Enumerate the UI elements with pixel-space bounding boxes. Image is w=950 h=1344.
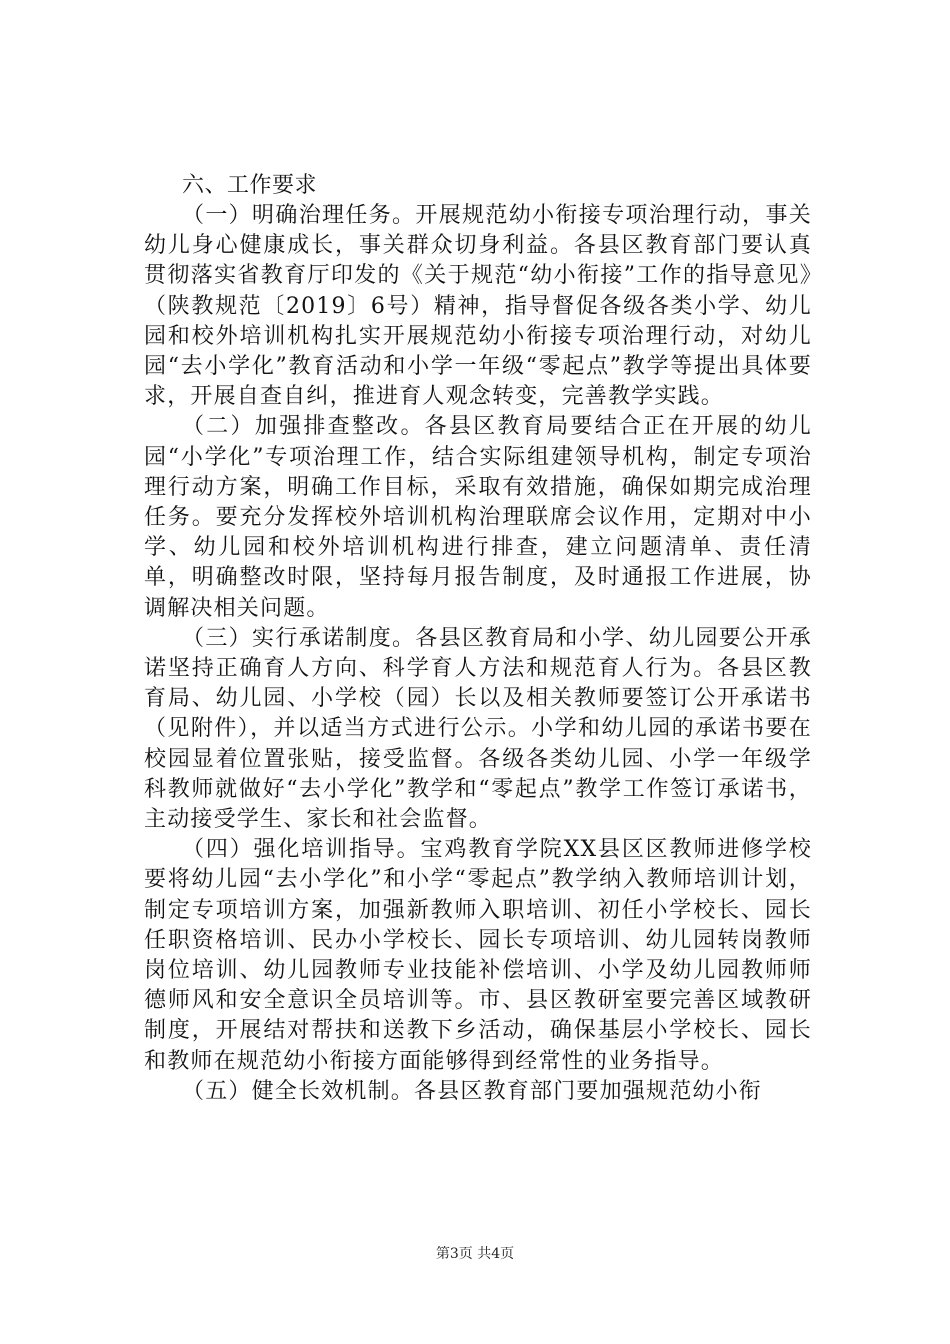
paragraph-3: （三）实行承诺制度。各县区教育局和小学、幼儿园要公开承诺坚持正确育人方向、科学育人方法和规范育人行为。各县区教育局、幼儿园、小学校（园）长以及相关教师要签订公开承诺书（见附件），并以适当方式进行公示。小学和幼儿园的承诺书要在校园显着位置张贴，接受监督。各级各类幼儿园、小学一年级学科教师就做好“去小学化”教学和“零起点”教学工作签订承诺书，主动接受学生、家长和社会监督。 bbox=[144, 625, 812, 833]
document-body bbox=[144, 171, 812, 1107]
paragraph-4: （四）强化培训指导。宝鸡教育学院XX县区区教师进修学校要将幼儿园“去小学化”和小学“零起点”教学纳入教师培训计划，制定专项培训方案，加强新教师入职培训、初任小学校长、园长任职资格培训、民办小学校长、园长专项培训、幼儿园转岗教师岗位培训、幼儿园教师专业技能补偿培训、小学及幼儿园教师师德师风和安全意识全员培训等。市、县区教研室要完善区域教研制度，开展结对帮扶和送教下乡活动，确保基层小学校长、园长和教师在规范幼小衔接方面能够得到经常性的业务指导。 bbox=[144, 837, 812, 1074]
paragraph-5: （五）健全长效机制。各县区教育部门要加强规范幼小衔 bbox=[182, 1078, 763, 1104]
paragraph-2: （二）加强排查整改。各县区教育局要结合正在开展的幼儿园“小学化”专项治理工作，结合实际组建领导机构，制定专项治理行动方案，明确工作目标，采取有效措施，确保如期完成治理任务。要充分发挥校外培训机构治理联席会议作用，定期对中小学、幼儿园和校外培训机构进行排查，建立问题清单、责任清单，明确整改时限，坚持每月报告制度，及时通报工作进展，协调解决相关问题。 bbox=[144, 414, 812, 621]
paragraph-1: （一）明确治理任务。开展规范幼小衔接专项治理行动，事关幼儿身心健康成长，事关群众切身利益。各县区教育部门要认真贯彻落实省教育厅印发的《关于规范“幼小衔接”工作的指导意见》（陕教规范〔2019〕6号）精神，指导督促各级各类小学、幼儿园和校外培训机构扎实开展规范幼小衔接专项治理行动，对幼儿园“去小学化”教育活动和小学一年级“零起点”教学等提出具体要求，开展自查自纠，推进育人观念转变，完善教学实践。 bbox=[144, 203, 812, 410]
section-heading: 六、工作要求 bbox=[182, 173, 318, 198]
page-footer: 第3页 共4页 bbox=[435, 1246, 515, 1262]
